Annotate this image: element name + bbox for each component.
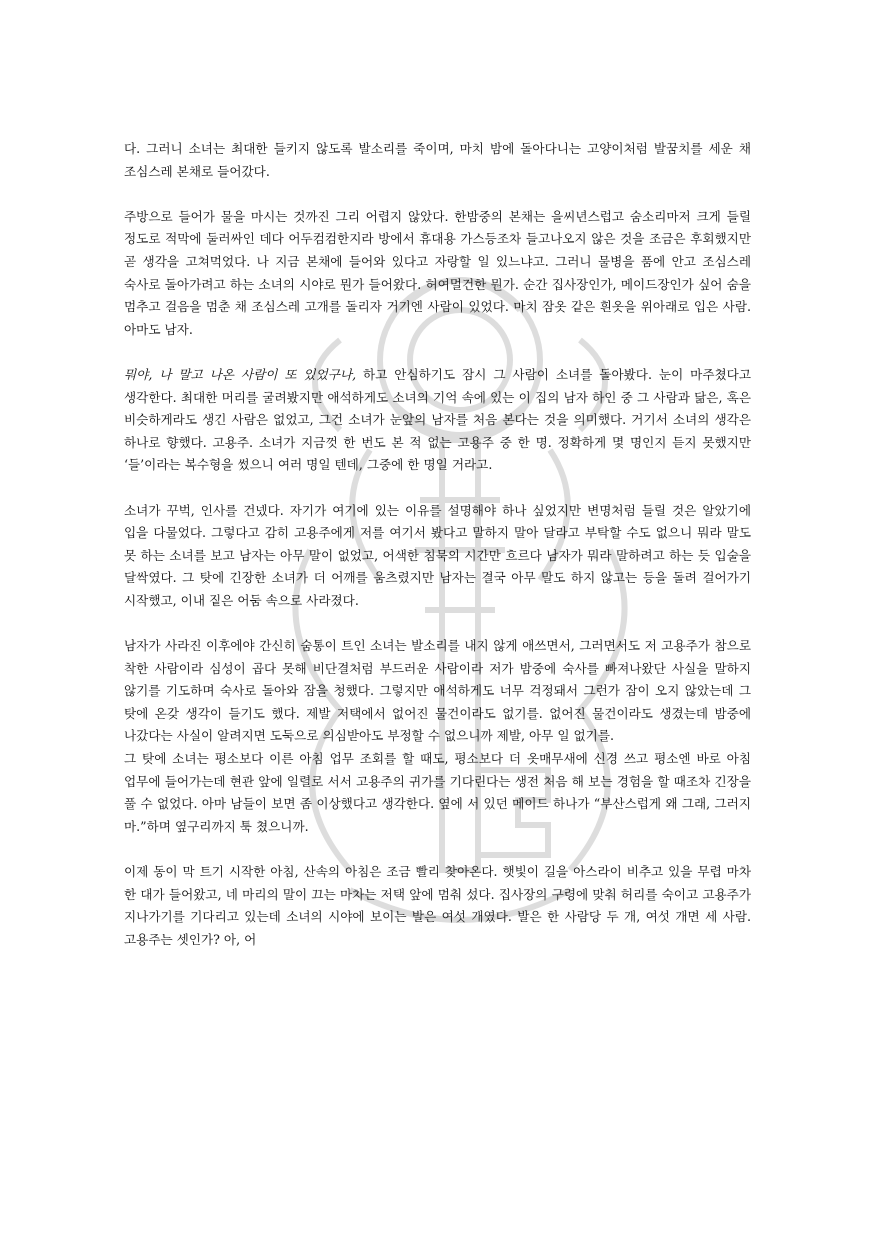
document-body [124,138,751,974]
paragraph-3-text: 하고 안심하기도 잠시 그 사람이 소녀를 돌아봤다. 눈이 마주쳤다고 생각한다. 최대한 머리를 굴려봤지만 애석하게도 소녀의 기억 속에 있는 이 집의 남자 하인 중 그 사람과 닮은, 혹은 비슷하게라도 생긴 사람은 없었고, 그건 소녀가 눈앞의 남자를 처음 본다는 것을 의미했다. 거기서 소녀의 생각은 하나로 향했다. 고용주. 소녀가 지금껏 한 번도 본 적 없는 고용주 중 한 명. 정확하게 몇 명인지 듣지 못했지만 ‘들’이라는 복수형을 썼으니 여러 명일 텐데, 그중에 한 명일 거라고. [124,366,751,473]
paragraph-2 [124,206,751,342]
paragraph-3 [124,364,751,477]
paragraph-6 [124,748,751,838]
paragraph-3-lead: 뭐야, 나 말고 나온 사람이 또 있었구나, [124,366,357,382]
paragraph-1-text: 다. 그러니 소녀는 최대한 들키지 않도록 발소리를 죽이며, 마치 밤에 돌아다니는 고양이처럼 발꿈치를 세운 채 조심스레 본채로 들어갔다. [124,141,751,179]
paragraph-6-text: 그 탓에 소녀는 평소보다 이른 아침 업무 조회를 할 때도, 평소보다 더 옷매무새에 신경 쓰고 평소엔 바로 아침 업무에 들어가는데 현관 앞에 일렬로 서서 고용주의 귀가를 기다린다는 생전 처음 해 보는 경험을 할 때조차 긴장을 풀 수 없었다. 아마 남들이 보면 좀 이상했다고 생각한다. 옆에 서 있던 메이드 하나가 “부산스럽게 왜 그래, 그러지 마.”하며 옆구리까지 툭 쳤으니까. [124,751,751,834]
paragraph-4 [124,500,751,613]
paragraph-2-text: 주방으로 들어가 물을 마시는 것까진 그리 어렵지 않았다. 한밤중의 본채는 을씨년스럽고 숨소리마저 크게 들릴 정도로 적막에 둘러싸인 데다 어두컴컴한지라 방에서 휴대용 가스등조차 들고나오지 않은 것을 조금은 후회했지만 곧 생각을 고쳐먹었다. 나 지금 본채에 들어와 있다고 자랑할 일 있느냐고. 그러니 물병을 품에 안고 조심스레 숙사로 돌아가려고 하는 소녀의 시야로 뭔가 들어왔다. 허여멀건한 뭔가. 순간 집사장인가, 메이드장인가 싶어 숨을 멈추고 걸음을 멈춘 채 조심스레 고개를 돌리자 거기엔 사람이 있었다. 마치 잠옷 같은 흰옷을 위아래로 입은 사람. 아마도 남자. [124,208,751,337]
paragraph-1 [124,138,751,183]
paragraph-4-text: 소녀가 꾸벅, 인사를 건넸다. 자기가 여기에 있는 이유를 설명해야 하나 싶었지만 변명처럼 들릴 것은 알았기에 입을 다물었다. 그렇다고 감히 고용주에게 저를 여기서 봤다고 말하지 말아 달라고 부탁할 수도 없으니 뭐라 말도 못 하는 소녀를 보고 남자는 아무 말이 없었고, 어색한 침묵의 시간만 흐르다 남자가 뭐라 말하려고 하는 듯 입술을 달싹였다. 그 탓에 긴장한 소녀가 더 어깨를 움츠렸지만 남자는 결국 아무 말도 하지 않고는 등을 돌려 걸어가기 시작했고, 이내 짙은 어둠 속으로 사라졌다. [124,502,751,608]
paragraph-5 [124,635,751,748]
paragraph-5-text: 남자가 사라진 이후에야 간신히 숨통이 트인 소녀는 발소리를 내지 않게 애쓰면서, 그러면서도 저 고용주가 참으로 착한 사람이라 심성이 곱다 못해 비단결처럼 부드러운 사람이라 저가 밤중에 숙사를 빠져나왔단 사실을 말하지 않기를 기도하며 숙사로 돌아와 잠을 청했다. 그렇지만 애석하게도 너무 걱정돼서 그런가 잠이 오지 않았는데 그 탓에 온갖 생각이 들기도 했다. 제발 저택에서 없어진 물건이라도 없기를. 없어진 물건이라도 생겼는데 밤중에 나갔다는 사실이 알려지면 도둑으로 의심받아도 부정할 수 없으니까 제발, 아무 일 없기를. [124,638,751,744]
paragraph-7 [124,861,751,951]
paragraph-7-text: 이제 동이 막 트기 시작한 아침, 산속의 아침은 조금 빨리 찾아온다. 햇빛이 길을 아스라이 비추고 있을 무렵 마차 한 대가 들어왔고, 네 마리의 말이 끄는 마차는 저택 앞에 멈춰 섰다. 집사장의 구령에 맞춰 허리를 숙이고 고용주가 지나가기를 기다리고 있는데 소녀의 시야에 보이는 발은 여섯 개였다. 발은 한 사람당 두 개, 여섯 개면 세 사람. 고용주는 셋인가? 아, 어 [124,864,751,947]
